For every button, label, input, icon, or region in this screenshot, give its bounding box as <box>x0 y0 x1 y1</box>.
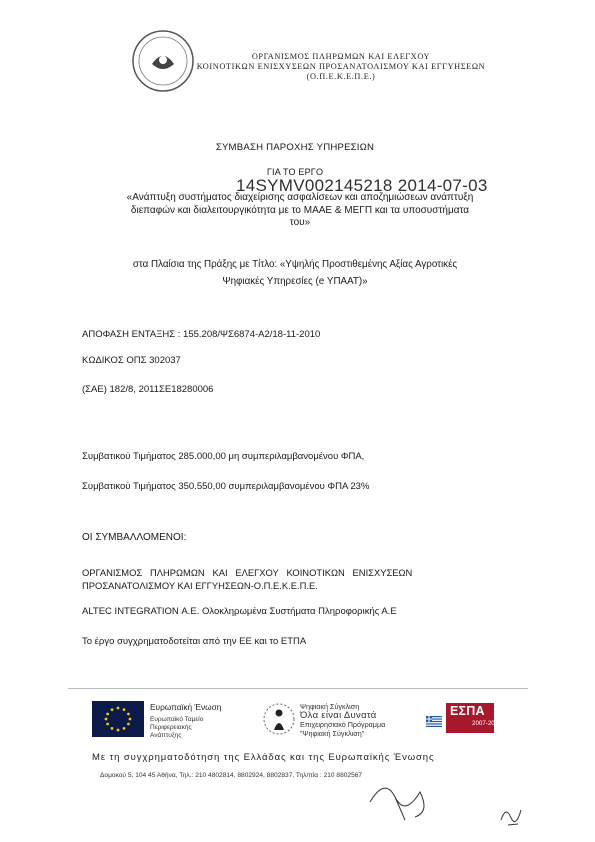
organization-header <box>186 52 496 82</box>
digital-convergence-text <box>300 702 410 738</box>
project-title <box>90 192 510 230</box>
eu-fund-line: Περιφερειακής <box>150 724 192 731</box>
org-line: (Ο.Π.Ε.Κ.Ε.Π.Ε.) <box>306 72 376 81</box>
amount-with-vat: Συμβατικού Τιμήματος 350.550,00 συμπεριλαμβανομένου ΦΠΑ 23% <box>82 481 370 492</box>
org-line: ΚΟΙΝΟΤΙΚΩΝ ΕΝΙΣΧΥΣΕΩΝ ΠΡΟΣΑΝΑΤΟΛΙΣΜΟΥ ΚΑΙ ΕΓΓΥΗΣΕΩΝ <box>196 62 486 71</box>
org-line: ΟΡΓΑΝΙΣΜΟΣ ΠΛΗΡΩΜΩΝ ΚΑΙ ΕΛΕΓΧΟΥ <box>251 52 431 61</box>
digital-slogan: Όλα είναι Δυνατά <box>300 710 377 721</box>
digital-sub-line: Επιχειρησιακό Πρόγραμμα <box>300 720 386 729</box>
project-title-line: του» <box>289 217 311 228</box>
funding-note: Το έργο συγχρηματοδοτείται από την ΕΕ και το ΕΤΠΑ <box>82 636 307 647</box>
decision-number: ΑΠΟΦΑΣΗ ΕΝΤΑΞΗΣ : 155.208/ΨΣ6874-Α2/18-11-2010 <box>82 329 321 340</box>
project-label: ΓΙΑ ΤΟ ΕΡΓΟ <box>266 167 324 177</box>
signature-mark <box>365 772 445 822</box>
project-title-line: «Ανάπτυξη συστήματος διαχείρισης ασφαλίσεων και αποζημιώσεων ανάπτυξη <box>126 192 474 203</box>
eu-fund-label <box>150 716 220 740</box>
eu-fund-line: Ανάπτυξης <box>150 732 182 739</box>
document-title: ΣΥΜΒΑΣΗ ΠΑΡΟΧΗΣ ΥΠΗΡΕΣΙΩΝ <box>215 142 375 153</box>
eu-heading: Ευρωπαϊκή Ένωση <box>150 702 222 712</box>
party-1-line: ΠΡΟΣΑΝΑΤΟΛΙΣΜΟΥ ΚΑΙ ΕΓΓΥΗΣΕΩΝ-Ο.Π.Ε.Κ.Ε.Π.Ε. <box>82 580 318 591</box>
sae-code: (ΣΑΕ) 182/8, 2011ΣΕ18280006 <box>82 384 214 395</box>
digital-sub-line: "Ψηφιακή Σύγκλιση" <box>300 729 365 738</box>
footer-divider <box>68 688 528 689</box>
amount-without-vat: Συμβατικού Τιμήματος 285.000,00 μη συμπεριλαμβανομένου ΦΠΑ, <box>82 451 365 462</box>
party-1 <box>82 566 494 592</box>
digital-heading: Ψηφιακή Σύγκλιση <box>300 702 360 711</box>
project-title-line: διεπαφών και διαλειτουργικότητα με το ΜΑΑΕ & ΜΕΓΠ και τα υποσυστήματα <box>130 204 470 216</box>
parties-heading: ΟΙ ΣΥΜΒΑΛΛΟΜΕΝΟΙ: <box>82 532 187 543</box>
digital-convergence-logo-icon <box>262 702 296 736</box>
ops-code: ΚΩΔΙΚΟΣ ΟΠΣ 302037 <box>82 355 181 366</box>
program-title-line: στα Πλαίσια της Πράξης με Τίτλο: «Υψηλής Προστιθεμένης Αξίας Αγροτικές <box>132 259 458 270</box>
cofunding-statement: Με τη συγχρηματοδότηση της Ελλάδας και της Ευρωπαϊκής Ένωσης <box>92 752 435 763</box>
program-title <box>90 256 500 290</box>
registry-stamp: 14SYMV002145218 2014-07-03 <box>236 176 488 195</box>
espa-years: 2007-2013 <box>472 720 502 727</box>
address-line: Δομοκού 5, 104 45 Αθήνα, Τηλ.: 210 4802814, 8802924, 8802837, Τηλ/πία : 210 8802567 <box>100 772 363 779</box>
eu-flag-icon <box>92 701 144 737</box>
greek-flag-icon <box>426 716 442 727</box>
party-1-line: ΟΡΓΑΝΙΣΜΟΣ ΠΛΗΡΩΜΩΝ ΚΑΙ ΕΛΕΓΧΟΥ ΚΟΙΝΟΤΙΚΩΝ ΕΝΙΣΧΥΣΕΩΝ <box>82 567 413 578</box>
party-2: ALTEC INTEGRATION Α.Ε. Ολοκληρωμένα Συστήματα Πληροφορικής Α.Ε <box>82 606 397 617</box>
program-title-line: Ψηφιακές Υπηρεσίες (e ΥΠΑΑΤ)» <box>222 276 368 287</box>
eu-fund-line: Ευρωπαϊκό Ταμείο <box>150 716 204 723</box>
espa-label: ΕΣΠΑ <box>450 704 485 718</box>
initials-mark <box>496 800 526 830</box>
